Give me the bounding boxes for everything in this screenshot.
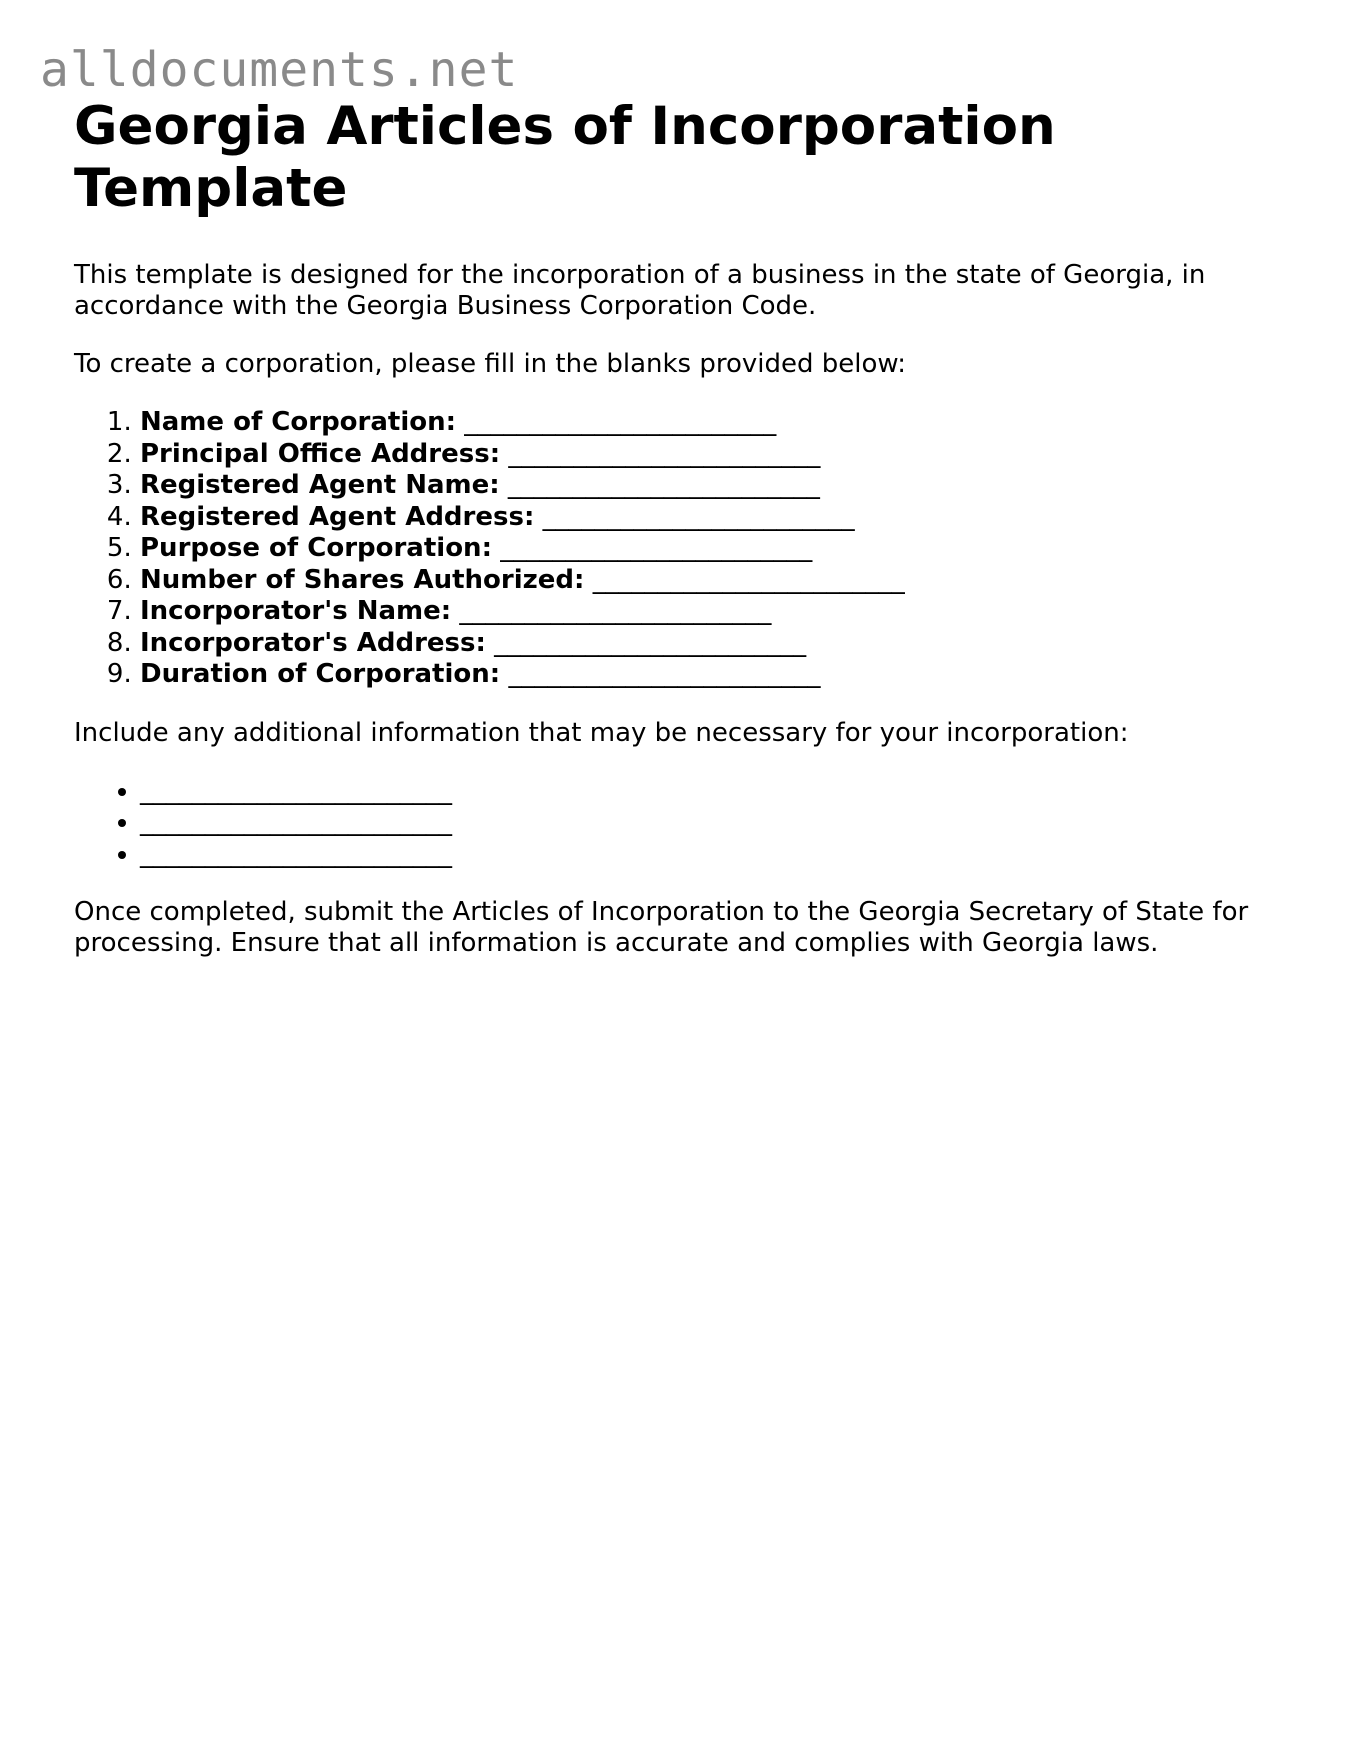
list-item [140,659,1304,691]
field-blank[interactable]: ________________________ [542,501,855,532]
field-label-shares: Number of Shares Authorized: [140,564,585,595]
list-item [140,533,1304,565]
field-blank[interactable]: ________________________ [508,438,821,469]
list-item [140,407,1304,439]
list-item [140,628,1304,660]
field-label-principal-office: Principal Office Address: [140,438,501,469]
list-item [140,502,1304,534]
additional-blank[interactable]: ________________________ [140,838,452,869]
list-item [140,596,1304,628]
field-blank[interactable]: ________________________ [494,627,807,658]
watermark: alldocuments.net [40,42,519,98]
field-label-duration: Duration of Corporation: [140,659,501,689]
field-blank[interactable]: ________________________ [500,533,813,563]
list-item [140,839,1304,871]
list-item [140,470,1304,502]
field-label-purpose: Purpose of Corporation: [140,533,492,563]
additional-blanks-list [74,776,1304,871]
field-label-incorporator-name: Incorporator's Name: [140,596,452,626]
list-item [140,439,1304,471]
fields-list [74,407,1304,691]
field-blank[interactable]: ________________________ [507,470,820,500]
list-item [140,565,1304,597]
field-blank[interactable]: ________________________ [464,407,777,437]
page-title: Georgia Articles of Incorporation Template [74,96,1056,219]
instructions-paragraph: To create a corporation, please fill in the blanks provided below: [74,349,906,379]
list-item [140,776,1304,808]
document-body [74,96,1304,959]
intro-paragraph: This template is designed for the incorporation of a business in the state of Georgia, in accordance with the Georgia Business Corporation Code. [74,260,1206,321]
list-item [140,807,1304,839]
field-label-agent-address: Registered Agent Address: [140,501,535,532]
closing-paragraph: Once completed, submit the Articles of Incorporation to the Georgia Secretary of State for processing. Ensure that all information is accurate and complies with Georgia laws. [74,897,1249,958]
additional-info-paragraph: Include any additional information that may be necessary for your incorporation: [74,717,1129,748]
field-label-name: Name of Corporation: [140,407,457,437]
field-blank[interactable]: ________________________ [592,564,905,595]
field-blank[interactable]: ________________________ [459,596,772,626]
field-label-agent-name: Registered Agent Name: [140,470,500,500]
additional-blank[interactable]: ________________________ [140,775,452,806]
field-label-incorporator-address: Incorporator's Address: [140,627,486,658]
additional-blank[interactable]: ________________________ [140,807,452,837]
field-blank[interactable]: ________________________ [508,659,821,689]
